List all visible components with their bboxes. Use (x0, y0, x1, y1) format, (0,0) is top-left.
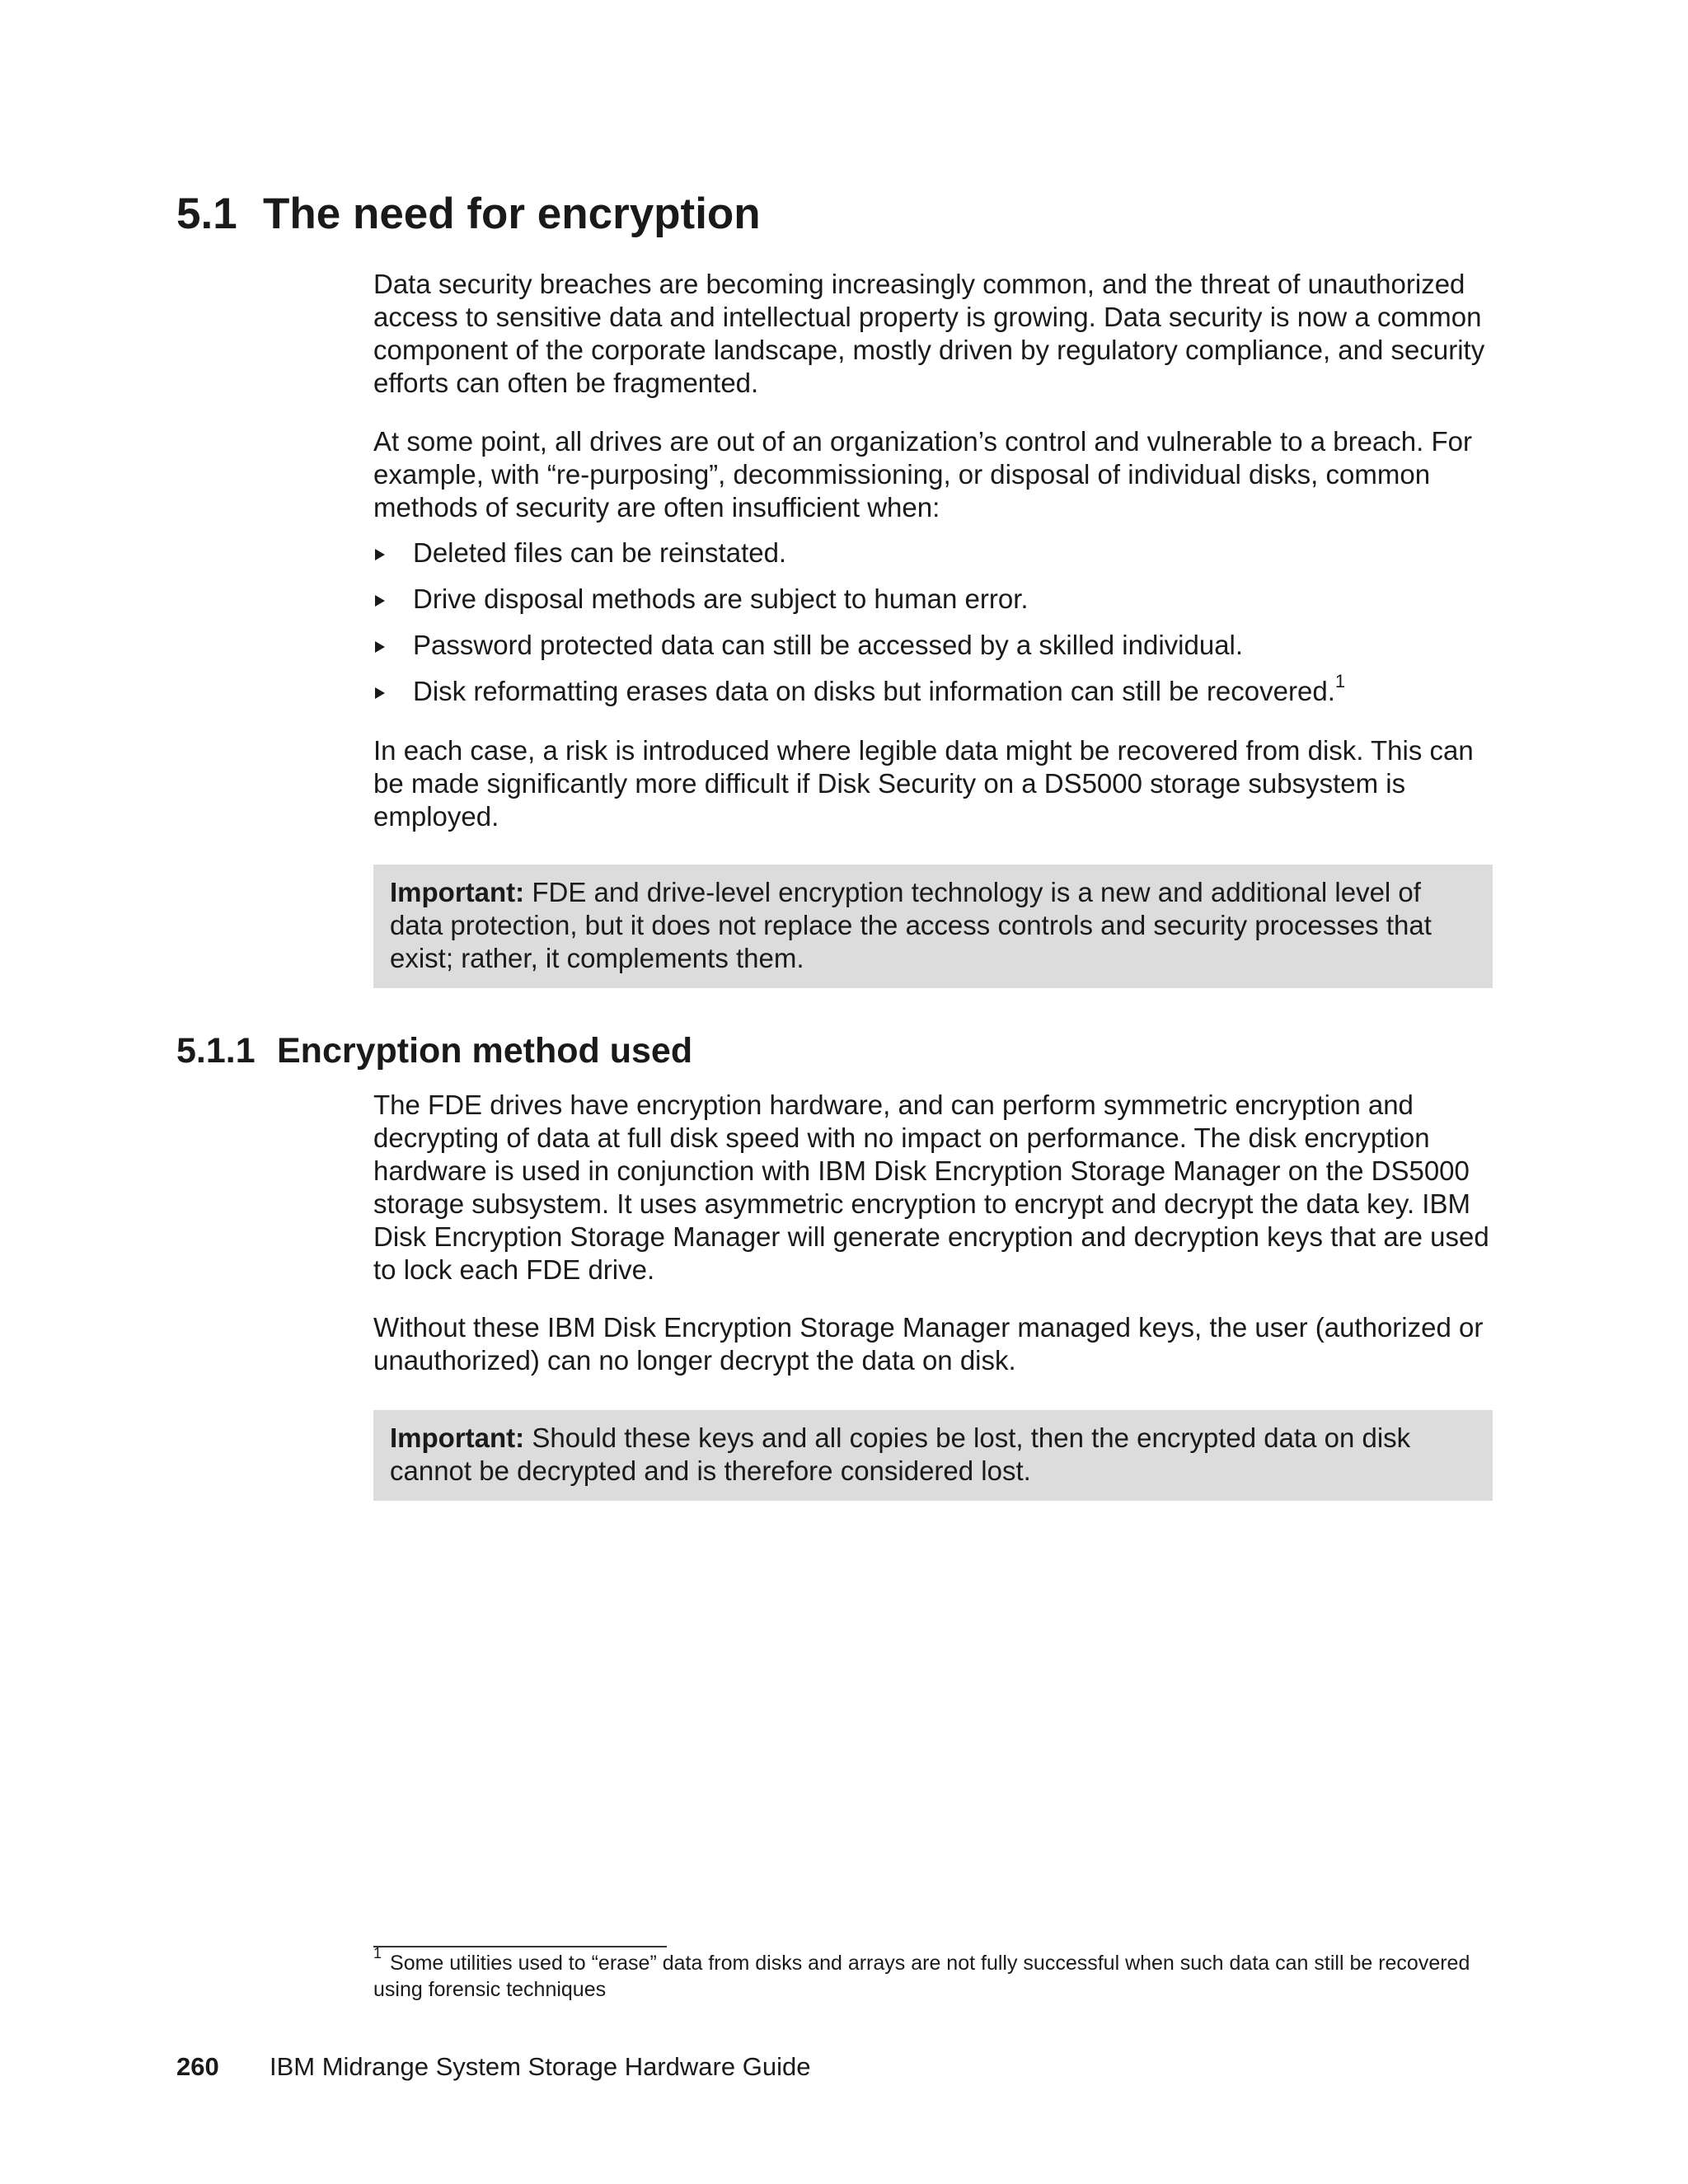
page-number: 260 (176, 2052, 219, 2081)
important-text: FDE and drive-level encryption technology is a new and additional level of data protection, but it does not replace the access controls and security processes that exist; rather, it complements them. (390, 877, 1432, 973)
section-heading (176, 188, 761, 241)
section-paragraph-2: At some point, all drives are out of an organization’s control and vulnerable to a breach. For example, with “re-purposing”, decommissioning, or disposal of individual disks, common methods of security are often insufficient when: (373, 426, 1472, 523)
list-item (373, 671, 1493, 721)
subsection-heading (176, 1030, 692, 1073)
triangle-bullet-icon (375, 595, 385, 607)
subsection-title: Encryption method used (277, 1031, 693, 1071)
section-number: 5.1 (176, 190, 237, 238)
triangle-bullet-icon (375, 641, 385, 653)
page-footer (176, 2050, 810, 2083)
footnote-divider (373, 1946, 667, 1947)
subsection-number: 5.1.1 (176, 1031, 256, 1071)
subsection-paragraph-1: The FDE drives have encryption hardware, and can perform symmetric encryption and decrypting of data at full disk speed with no impact on performance. The disk encryption hardware is used in conjunction with IBM Disk Encryption Storage Manager on the DS5000 storage subsystem. It uses asymmetric encryption to encrypt and decrypt the data key. IBM Disk Encryption Storage Manager will generate encryption and decryption keys that are used to lock each FDE drive. (373, 1090, 1489, 1285)
section-paragraph-3: In each case, a risk is introduced where legible data might be recovered from disk. This can be made significantly more difficult if Disk Security on a DS5000 storage subsystem is employed. (373, 735, 1474, 832)
important-note-2 (373, 1410, 1493, 1501)
triangle-bullet-icon (375, 549, 385, 560)
important-text: Should these keys and all copies be lost, then the encrypted data on disk cannot be decrypted and is therefore considered lost. (390, 1422, 1411, 1486)
book-title: IBM Midrange System Storage Hardware Guide (270, 2052, 811, 2081)
important-note-1 (373, 865, 1493, 988)
list-item (373, 537, 1493, 583)
footnote (373, 1944, 1493, 2003)
list-item-text: Drive disposal methods are subject to human error. (413, 583, 1029, 614)
list-item (373, 583, 1493, 629)
list-item-text: Password protected data can still be accessed by a skilled individual. (413, 630, 1244, 660)
list-item-text: Deleted files can be reinstated. (413, 537, 787, 568)
footnote-reference[interactable]: 1 (1334, 671, 1346, 691)
section-title: The need for encryption (263, 190, 761, 238)
bullet-list (373, 537, 1493, 721)
list-item (373, 629, 1493, 675)
important-label: Important: (390, 877, 525, 907)
footnote-number: 1 (373, 1944, 382, 1961)
section-paragraph-1: Data security breaches are becoming increasingly common, and the threat of unauthorized access to sensitive data and intellectual property is growing. Data security is now a common component of the corporate landscape, mostly driven by regulatory compliance, and security efforts can often be fragmented. (373, 269, 1485, 398)
triangle-bullet-icon (375, 687, 385, 699)
footnote-text: Some utilities used to “erase” data from disks and arrays are not fully successful when such data can still be recovered using forensic techniques (373, 1952, 1470, 2001)
important-label: Important: (390, 1422, 525, 1453)
list-item-text: Disk reformatting erases data on disks but information can still be recovered. (413, 676, 1335, 706)
subsection-paragraph-2: Without these IBM Disk Encryption Storage Manager managed keys, the user (authorized or unauthorized) can no longer decrypt the data on disk. (373, 1312, 1484, 1376)
